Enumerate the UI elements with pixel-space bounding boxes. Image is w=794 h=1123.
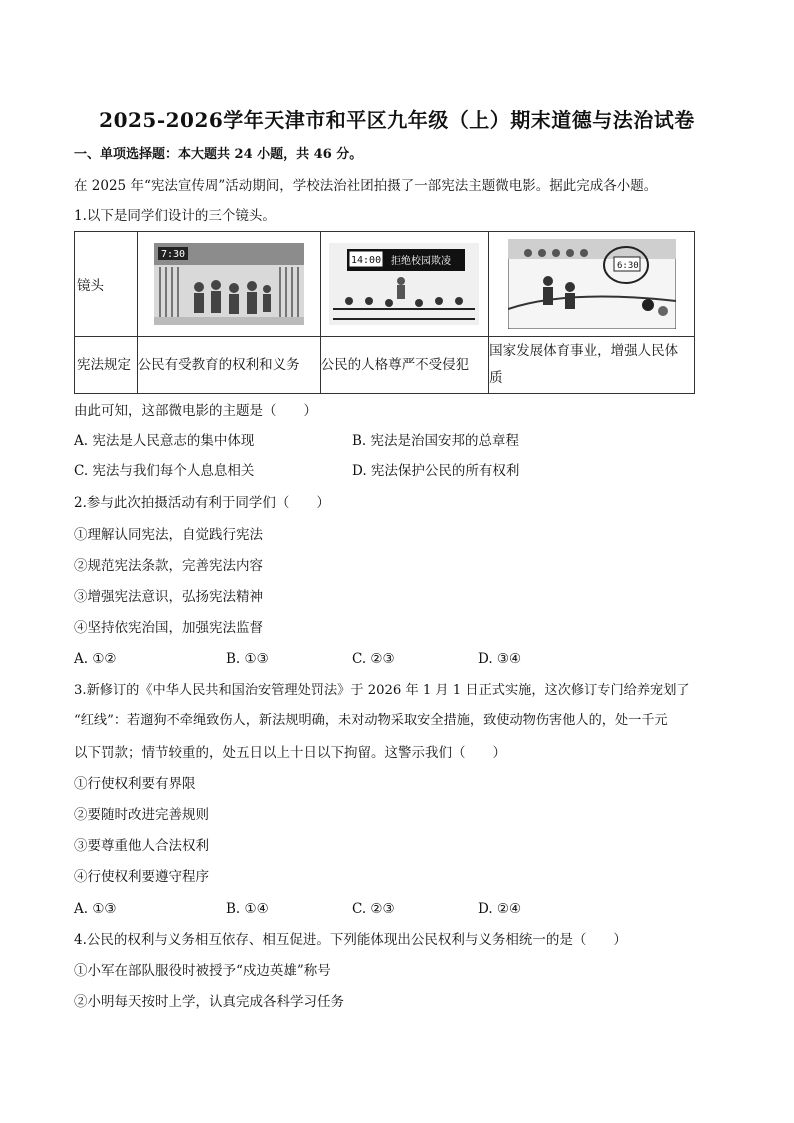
shots-table — [74, 231, 695, 394]
q1-option-c[interactable]: C. 宪法与我们每个人息息相关 — [74, 463, 255, 479]
q2-item-3: ③增强宪法意识，弘扬宪法精神 — [74, 589, 263, 605]
rule-1: 公民有受教育的权利和义务 — [137, 337, 320, 394]
rule-2: 公民的人格尊严不受侵犯 — [320, 337, 488, 394]
q1-ask: 由此可知，这部微电影的主题是（ ） — [74, 403, 317, 419]
section-heading: 一、单项选择题：本大题共 24 小题，共 46 分。 — [74, 147, 363, 162]
q2-item-2: ②规范宪法条款，完善宪法内容 — [74, 558, 263, 574]
shot-1-clock: 7:30 — [160, 249, 185, 260]
shot-3-clock: 6:30 — [616, 261, 639, 271]
q2-item-4: ④坚持依宪治国，加强宪法监督 — [74, 620, 263, 636]
row-head-rules: 宪法规定 — [75, 337, 138, 394]
shot-3-cell — [489, 232, 695, 337]
q4-stem: 4.公民的权利与义务相互依存、相互促进。下列能体现出公民权利与义务相统一的是（ ） — [74, 932, 627, 948]
row-head-shots: 镜头 — [75, 232, 138, 337]
q2-option-d[interactable]: D. ③④ — [478, 651, 522, 667]
q3-item-4: ④行使权利要遵守程序 — [74, 869, 209, 885]
q4-item-1: ①小军在部队服役时被授予“戍边英雄”称号 — [74, 963, 331, 979]
q1-option-a[interactable]: A. 宪法是人民意志的集中体现 — [74, 433, 255, 449]
q2-item-1: ①理解认同宪法，自觉践行宪法 — [74, 527, 263, 543]
q1-option-b[interactable]: B. 宪法是治国安邦的总章程 — [352, 433, 520, 449]
shot-2-clock: 14:00 — [351, 255, 382, 266]
q3-line-3: 以下罚款；情节较重的，处五日以上十日以下拘留。这警示我们（ ） — [74, 745, 506, 761]
q4-item-2: ②小明每天按时上学，认真完成各科学习任务 — [74, 994, 344, 1010]
rule-3-line1: 国家发展体育事业，增强人民体 — [489, 343, 679, 359]
q2-stem: 2.参与此次拍摄活动有利于同学们（ ） — [74, 495, 330, 511]
rule-3-line2: 质 — [489, 370, 503, 386]
q3-line-2: “红线”：若遛狗不牵绳致伤人，新法规明确，未对动物采取安全措施，致使动物伤害他人的，处一千元 — [74, 713, 668, 728]
school-gate-photo-icon — [154, 243, 304, 325]
q3-item-3: ③要尊重他人合法权利 — [74, 838, 209, 854]
q3-option-c[interactable]: C. ②③ — [352, 901, 395, 917]
sports-field-photo-icon — [508, 239, 676, 329]
q1-option-d[interactable]: D. 宪法保护公民的所有权利 — [352, 463, 520, 479]
q3-line-1: 3.新修订的《中华人民共和国治安管理处罚法》于 2026 年 1 月 1 日正式实施，这次修订专门给养宠划了 — [74, 683, 690, 698]
rule-3 — [489, 337, 695, 394]
q3-item-2: ②要随时改进完善规则 — [74, 807, 209, 823]
shot-2-cell — [320, 232, 488, 337]
shot-1-cell — [137, 232, 320, 337]
shot-2-banner: 拒绝校园欺凌 — [391, 256, 452, 267]
q2-option-c[interactable]: C. ②③ — [352, 651, 395, 667]
q1-stem: 1.以下是同学们设计的三个镜头。 — [74, 208, 276, 224]
q3-option-a[interactable]: A. ①③ — [74, 901, 117, 917]
intro-text: 在 2025 年“宪法宣传周”活动期间，学校法治社团拍摄了一部宪法主题微电影。据此完成各小题。 — [74, 178, 658, 194]
q2-option-b[interactable]: B. ①③ — [226, 651, 269, 667]
classroom-photo-icon — [329, 243, 479, 325]
q3-item-1: ①行使权利要有界限 — [74, 776, 196, 792]
q2-option-a[interactable]: A. ①② — [74, 651, 117, 667]
q3-option-d[interactable]: D. ②④ — [478, 901, 522, 917]
exam-title: 2025-2026学年天津市和平区九年级（上）期末道德与法治试卷 — [99, 108, 695, 132]
q3-option-b[interactable]: B. ①④ — [226, 901, 269, 917]
